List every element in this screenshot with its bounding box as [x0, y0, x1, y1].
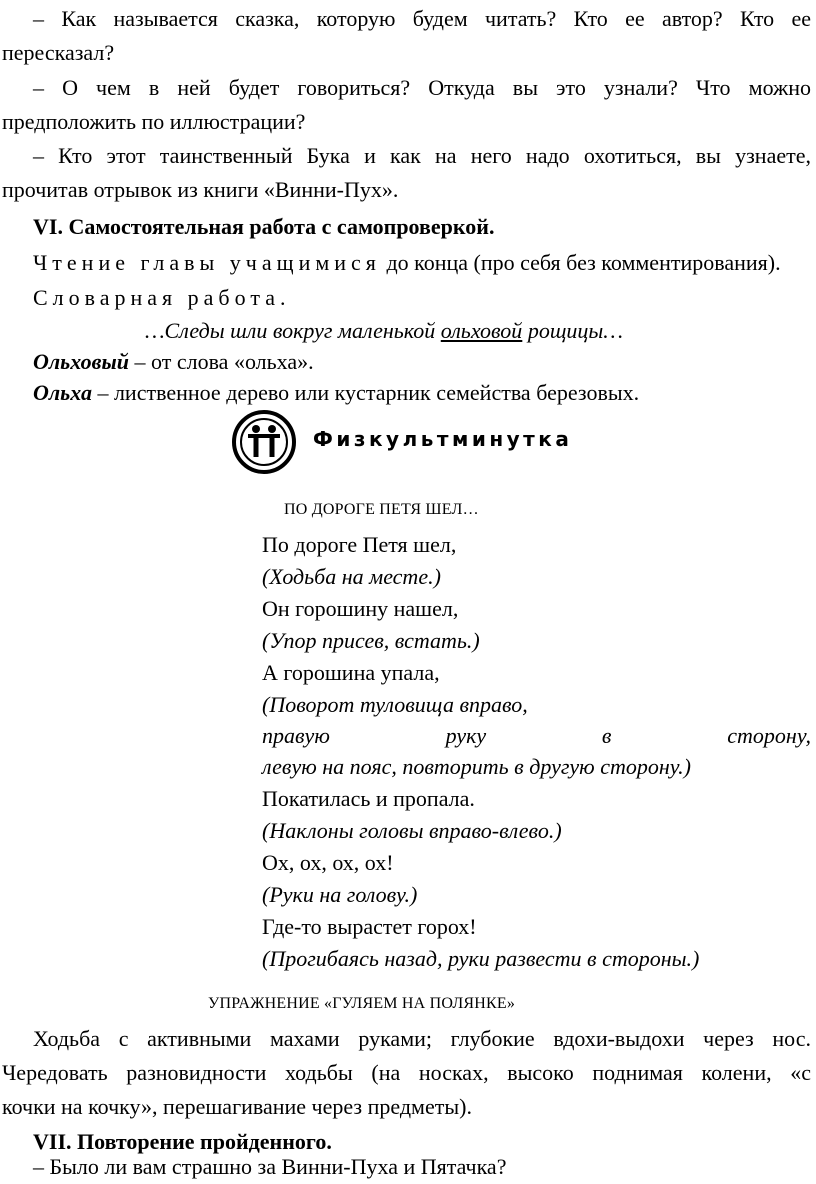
- exercise-paragraph-line-2: Чередовать разновидности ходьбы (на носках, высоко поднимая колени, «с: [2, 1060, 811, 1085]
- definition-olkha-term: Ольха: [33, 380, 92, 405]
- poem-line-4: (Упор присев, встать.): [262, 628, 480, 653]
- poem-line-7: правую руку в сторону,: [262, 723, 811, 748]
- reading-instruction-rest: до конца (про себя без комментирования).: [380, 250, 781, 275]
- section-6-heading: VI. Самостоятельная работа с самопроверкой.: [33, 214, 495, 239]
- exercise-paragraph-line-1: Ходьба с активными махами руками; глубокие вдохи-выдохи через нос.: [33, 1026, 811, 1051]
- definition-olkhovy-text: – от слова «ольха».: [129, 349, 314, 374]
- two-figures-in-circle-icon: [231, 409, 297, 475]
- exercise-title: УПРАЖНЕНИЕ «ГУЛЯЕМ НА ПОЛЯНКЕ»: [208, 995, 516, 1012]
- intro-question-1-line-2: пересказал?: [2, 40, 115, 65]
- fizkultminutka-title: Физкультминутка: [313, 427, 573, 451]
- definition-olkhovy-term: Ольховый: [33, 349, 130, 374]
- poem-line-1: По дороге Петя шел,: [262, 532, 457, 557]
- intro-question-1-line-1: – Как называется сказка, которую будем читать? Кто ее автор? Кто ее: [33, 6, 811, 31]
- intro-question-2-line-1: – О чем в ней будет говориться? Откуда вы это узнали? Что можно: [33, 75, 811, 100]
- poem-line-9: Покатилась и пропала.: [262, 786, 475, 811]
- poem-line-6: (Поворот туловища вправо,: [262, 692, 528, 717]
- section-7-question-1: – Было ли вам страшно за Винни-Пуха и Пятачка?: [33, 1154, 507, 1179]
- exercise-paragraph-line-3: кочки на кочку», перешагивание через предметы).: [2, 1094, 472, 1119]
- poem-line-13: Где-то вырастет горох!: [262, 914, 477, 939]
- vocabulary-quote-underlined-word: ольховой: [440, 318, 523, 343]
- definition-olkha-text: – лиственное дерево или кустарник семейства березовых.: [91, 380, 640, 405]
- poem-title: ПО ДОРОГЕ ПЕТЯ ШЕЛ…: [284, 501, 479, 518]
- intro-question-2-line-2: предположить по иллюстрации?: [2, 109, 306, 134]
- vocabulary-work-label: Словарная работа.: [33, 285, 291, 310]
- definition-olkhovy: [33, 345, 314, 379]
- definition-olkha: [33, 376, 639, 410]
- reading-instruction-spaced: Чтение главы учащимися: [33, 250, 381, 275]
- section-7-heading: VII. Повторение пройденного.: [33, 1129, 332, 1154]
- vocabulary-quote-after: рощицы…: [522, 318, 623, 343]
- poem-line-14: (Прогибаясь назад, руки развести в стороны.): [262, 946, 700, 971]
- poem-line-11: Ох, ох, ох, ох!: [262, 850, 394, 875]
- intro-question-3-line-2: прочитав отрывок из книги «Винни-Пух».: [2, 177, 399, 202]
- intro-question-3-line-1: – Кто этот таинственный Бука и как на него надо охотиться, вы узнаете,: [33, 143, 811, 168]
- poem-line-3: Он горошину нашел,: [262, 596, 459, 621]
- vocabulary-quote-before: …Следы шли вокруг маленькой: [145, 318, 441, 343]
- vocabulary-quote: [145, 314, 623, 348]
- poem-line-10: (Наклоны головы вправо-влево.): [262, 818, 562, 843]
- reading-instruction: [33, 246, 781, 280]
- poem-line-2: (Ходьба на месте.): [262, 564, 441, 589]
- poem-line-8: левую на пояс, повторить в другую сторону.): [262, 754, 691, 779]
- poem-line-5: А горошина упала,: [262, 660, 440, 685]
- poem-line-12: (Руки на голову.): [262, 882, 418, 907]
